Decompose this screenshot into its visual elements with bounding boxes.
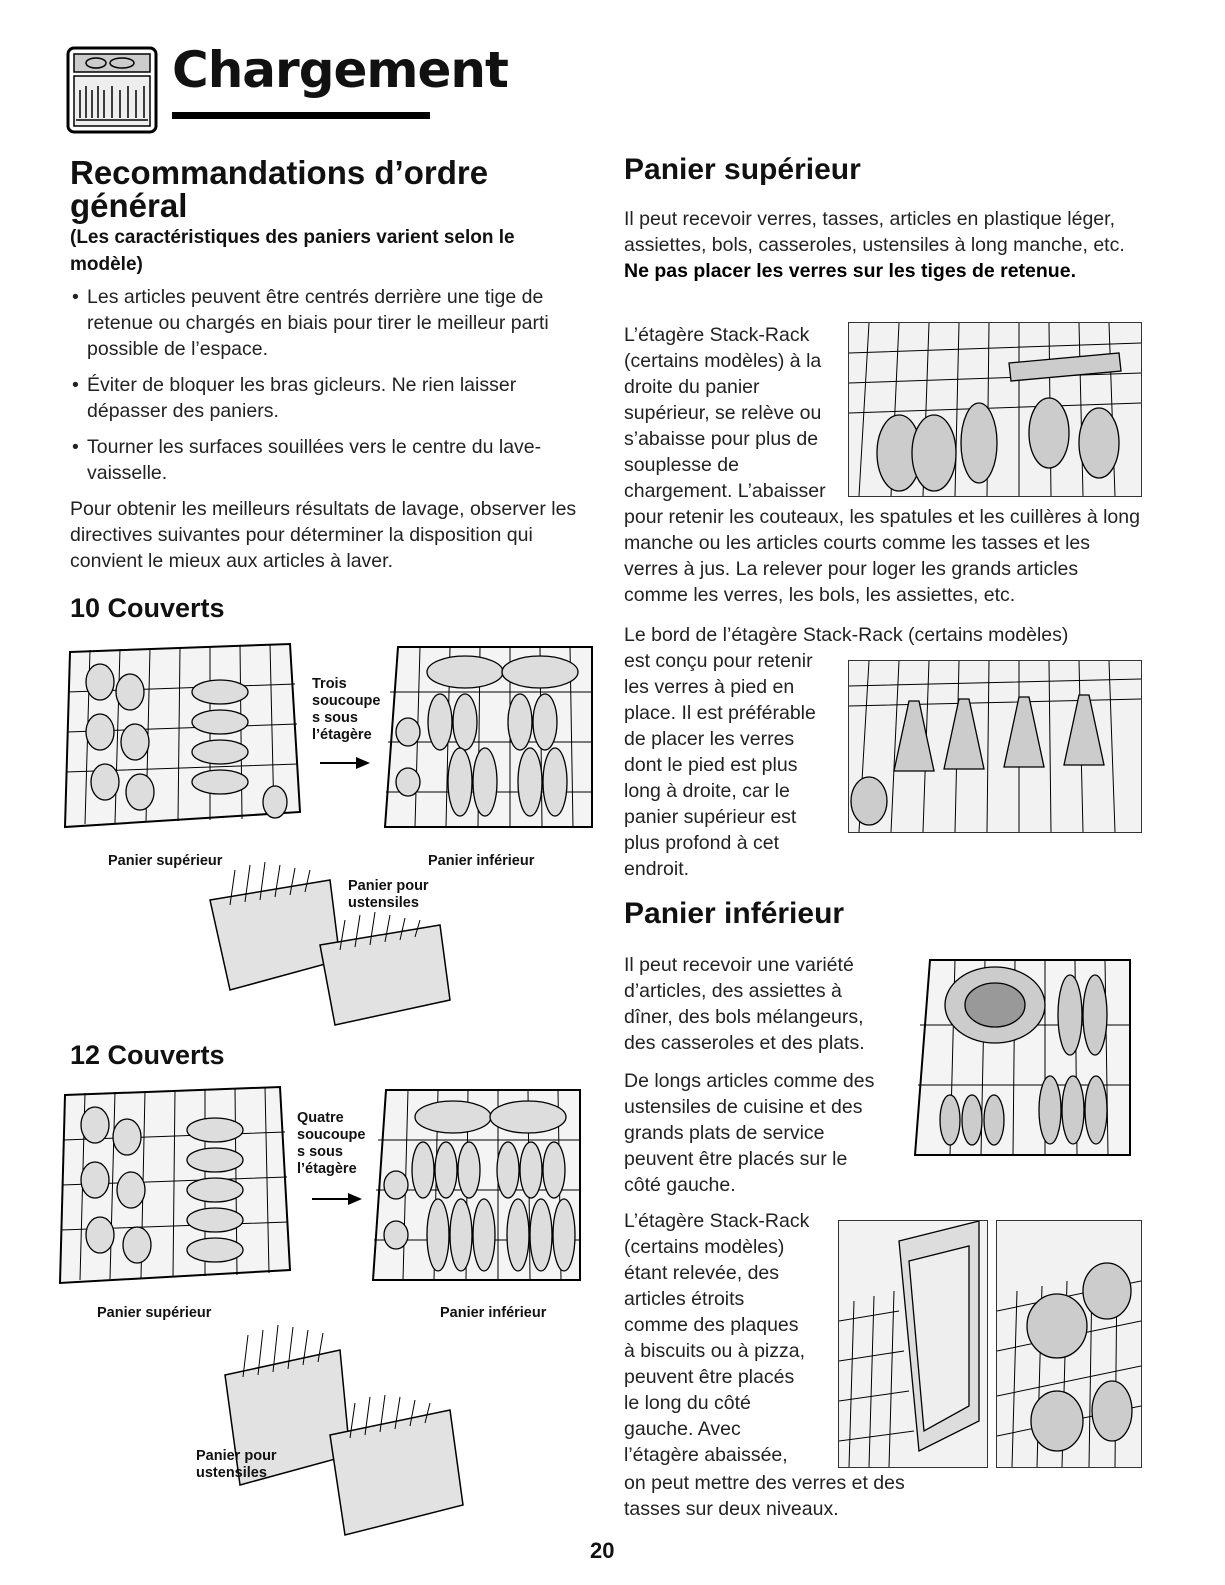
stemware-rack-photo xyxy=(848,660,1142,833)
text-line: endroit. xyxy=(624,858,690,880)
twelve-settings-heading: 12 Couverts xyxy=(70,1040,225,1070)
stack-rack-para-rest: pour retenir les couteaux, les spatules et les cuillères à long manche ou les articles courts comme les tasses et les verres à jus. La relever pour loger les grands articles comme les verres, les bols, les assiettes, etc. xyxy=(624,506,1140,606)
twelve-saucers-note xyxy=(297,1110,365,1178)
text-line: articles étroits xyxy=(624,1288,745,1310)
text-line: à biscuits ou à pizza, xyxy=(624,1340,806,1362)
text-line: les verres à pied en xyxy=(624,676,795,698)
note-line: s sous xyxy=(312,710,358,726)
text-line: panier supérieur est xyxy=(624,806,797,828)
twelve-lower-caption: Panier inférieur xyxy=(440,1305,547,1321)
text-line: étant relevée, des xyxy=(624,1262,780,1284)
twelve-basket-caption xyxy=(196,1448,277,1482)
ten-saucers-note xyxy=(312,676,380,744)
caption-line: Panier pour xyxy=(348,878,429,894)
note-line: soucoupe xyxy=(297,1127,366,1143)
page-number: 20 xyxy=(590,1538,615,1563)
general-heading xyxy=(70,156,590,222)
text-line: gauche. Avec xyxy=(624,1418,741,1440)
lower-rack-illustration xyxy=(910,945,1140,1170)
stack-rack-para xyxy=(624,322,854,504)
twelve-arrow-icon xyxy=(312,1192,362,1206)
note-line: Trois xyxy=(312,676,347,692)
text-line: d’articles, des assiettes à xyxy=(624,980,842,1002)
text-line: dîner, des bols mélangeurs, xyxy=(624,1006,864,1028)
bullet-item: • Les articles peuvent être centrés derrière une tige de retenue ou chargés en biais pour tirer le meilleur parti possible de l’espace. xyxy=(70,284,585,362)
ten-upper-caption: Panier supérieur xyxy=(108,853,223,869)
lower-stack-rack-para xyxy=(624,1208,834,1468)
lower-rack-para1 xyxy=(624,952,914,1056)
text-line: L’étagère Stack-Rack xyxy=(624,324,810,346)
bullet-item: • Éviter de bloquer les bras gicleurs. Ne rien laisser dépasser des paniers. xyxy=(70,372,585,424)
text-line: est conçu pour retenir xyxy=(624,650,813,672)
ten-settings-heading: 10 Couverts xyxy=(70,593,225,623)
general-heading-line1: Recommandations d’ordre xyxy=(70,154,489,191)
note-line: s sous xyxy=(297,1144,343,1160)
twelve-utensil-basket-illustration xyxy=(215,1305,475,1545)
stack-rack-raised-photo xyxy=(838,1220,988,1468)
twelve-lower-rack-illustration xyxy=(368,1075,588,1293)
caption-line: Panier pour xyxy=(196,1448,277,1464)
text-line: (certains modèles) xyxy=(624,1236,785,1258)
ten-lower-caption: Panier inférieur xyxy=(428,853,535,869)
note-line: Quatre xyxy=(297,1110,344,1126)
twelve-upper-rack-illustration xyxy=(55,1075,295,1293)
ten-utensil-basket-illustration xyxy=(200,850,460,1030)
text-line: tasses sur deux niveaux. xyxy=(624,1498,839,1520)
text-line: peuvent être placés xyxy=(624,1366,795,1388)
text-line: grands plats de service xyxy=(624,1122,825,1144)
text-line: de placer les verres xyxy=(624,728,795,750)
stack-rack-photo xyxy=(848,322,1142,497)
text-line: comme des plaques xyxy=(624,1314,799,1336)
ten-lower-rack-illustration xyxy=(380,632,600,837)
page-title: Chargement xyxy=(172,41,508,99)
text-line: place. Il est préférable xyxy=(624,702,816,724)
lower-stack-rack-tail xyxy=(624,1470,984,1522)
text-line: droite du panier xyxy=(624,376,760,398)
upper-rack-text: Il peut recevoir verres, tasses, articles en plastique léger, assiettes, bols, casseroles, ustensiles à long manche, etc. xyxy=(624,208,1125,256)
text-line: dont le pied est plus xyxy=(624,754,798,776)
upper-rack-warning: Ne pas placer les verres sur les tiges de retenue. xyxy=(624,260,1076,282)
text-line: plus profond à cet xyxy=(624,832,780,854)
ten-upper-rack-illustration xyxy=(60,632,310,837)
text-line: (certains modèles) à la xyxy=(624,350,822,372)
text-line: Il peut recevoir une variété xyxy=(624,954,854,976)
text-line: ustensiles de cuisine et des xyxy=(624,1096,863,1118)
caption-line: ustensiles xyxy=(196,1465,267,1481)
note-line: l’étagère xyxy=(297,1161,357,1177)
upper-rack-heading: Panier supérieur xyxy=(624,153,861,186)
stack-rack-edge-para-first: Le bord de l’étagère Stack-Rack (certains modèles) xyxy=(624,624,1069,646)
text-line: De longs articles comme des xyxy=(624,1070,875,1092)
general-bullets xyxy=(70,284,585,574)
note-line: l’étagère xyxy=(312,727,372,743)
text-line: des casseroles et des plats. xyxy=(624,1032,865,1054)
text-line: l’étagère abaissée, xyxy=(624,1444,788,1466)
twelve-upper-caption: Panier supérieur xyxy=(97,1305,212,1321)
intro-paragraph: Pour obtenir les meilleurs résultats de lavage, observer les directives suivantes pour déterminer la disposition qui convient le mieux aux articles à laver. xyxy=(70,498,577,572)
title-underline xyxy=(172,112,430,119)
bullet-item: • Tourner les surfaces souillées vers le centre du lave-vaisselle. xyxy=(70,434,585,486)
text-line: peuvent être placés sur le xyxy=(624,1148,848,1170)
text-line: on peut mettre des verres et des xyxy=(624,1472,905,1494)
text-line: s’abaisse pour plus de xyxy=(624,428,819,450)
models-note: (Les caractéristiques des paniers varient selon le modèle) xyxy=(70,227,515,275)
text-line: long à droite, car le xyxy=(624,780,790,802)
stack-rack-edge-para xyxy=(624,648,854,882)
text-line: supérieur, se relève ou xyxy=(624,402,822,424)
text-line: le long du côté xyxy=(624,1392,751,1414)
general-heading-line2: général xyxy=(70,187,188,224)
text-line: souplesse de xyxy=(624,454,739,476)
lower-rack-heading: Panier inférieur xyxy=(624,897,845,930)
upper-rack-para1 xyxy=(624,206,1144,284)
lower-rack-para2 xyxy=(624,1068,914,1198)
ten-arrow-icon xyxy=(320,756,370,770)
dishwasher-icon xyxy=(66,46,158,134)
note-line: soucoupe xyxy=(312,693,381,709)
text-line: chargement. L’abaisser xyxy=(624,480,826,502)
text-line: L’étagère Stack-Rack xyxy=(624,1210,810,1232)
stack-rack-lowered-photo xyxy=(996,1220,1142,1468)
caption-line: ustensiles xyxy=(348,895,419,911)
text-line: côté gauche. xyxy=(624,1174,736,1196)
